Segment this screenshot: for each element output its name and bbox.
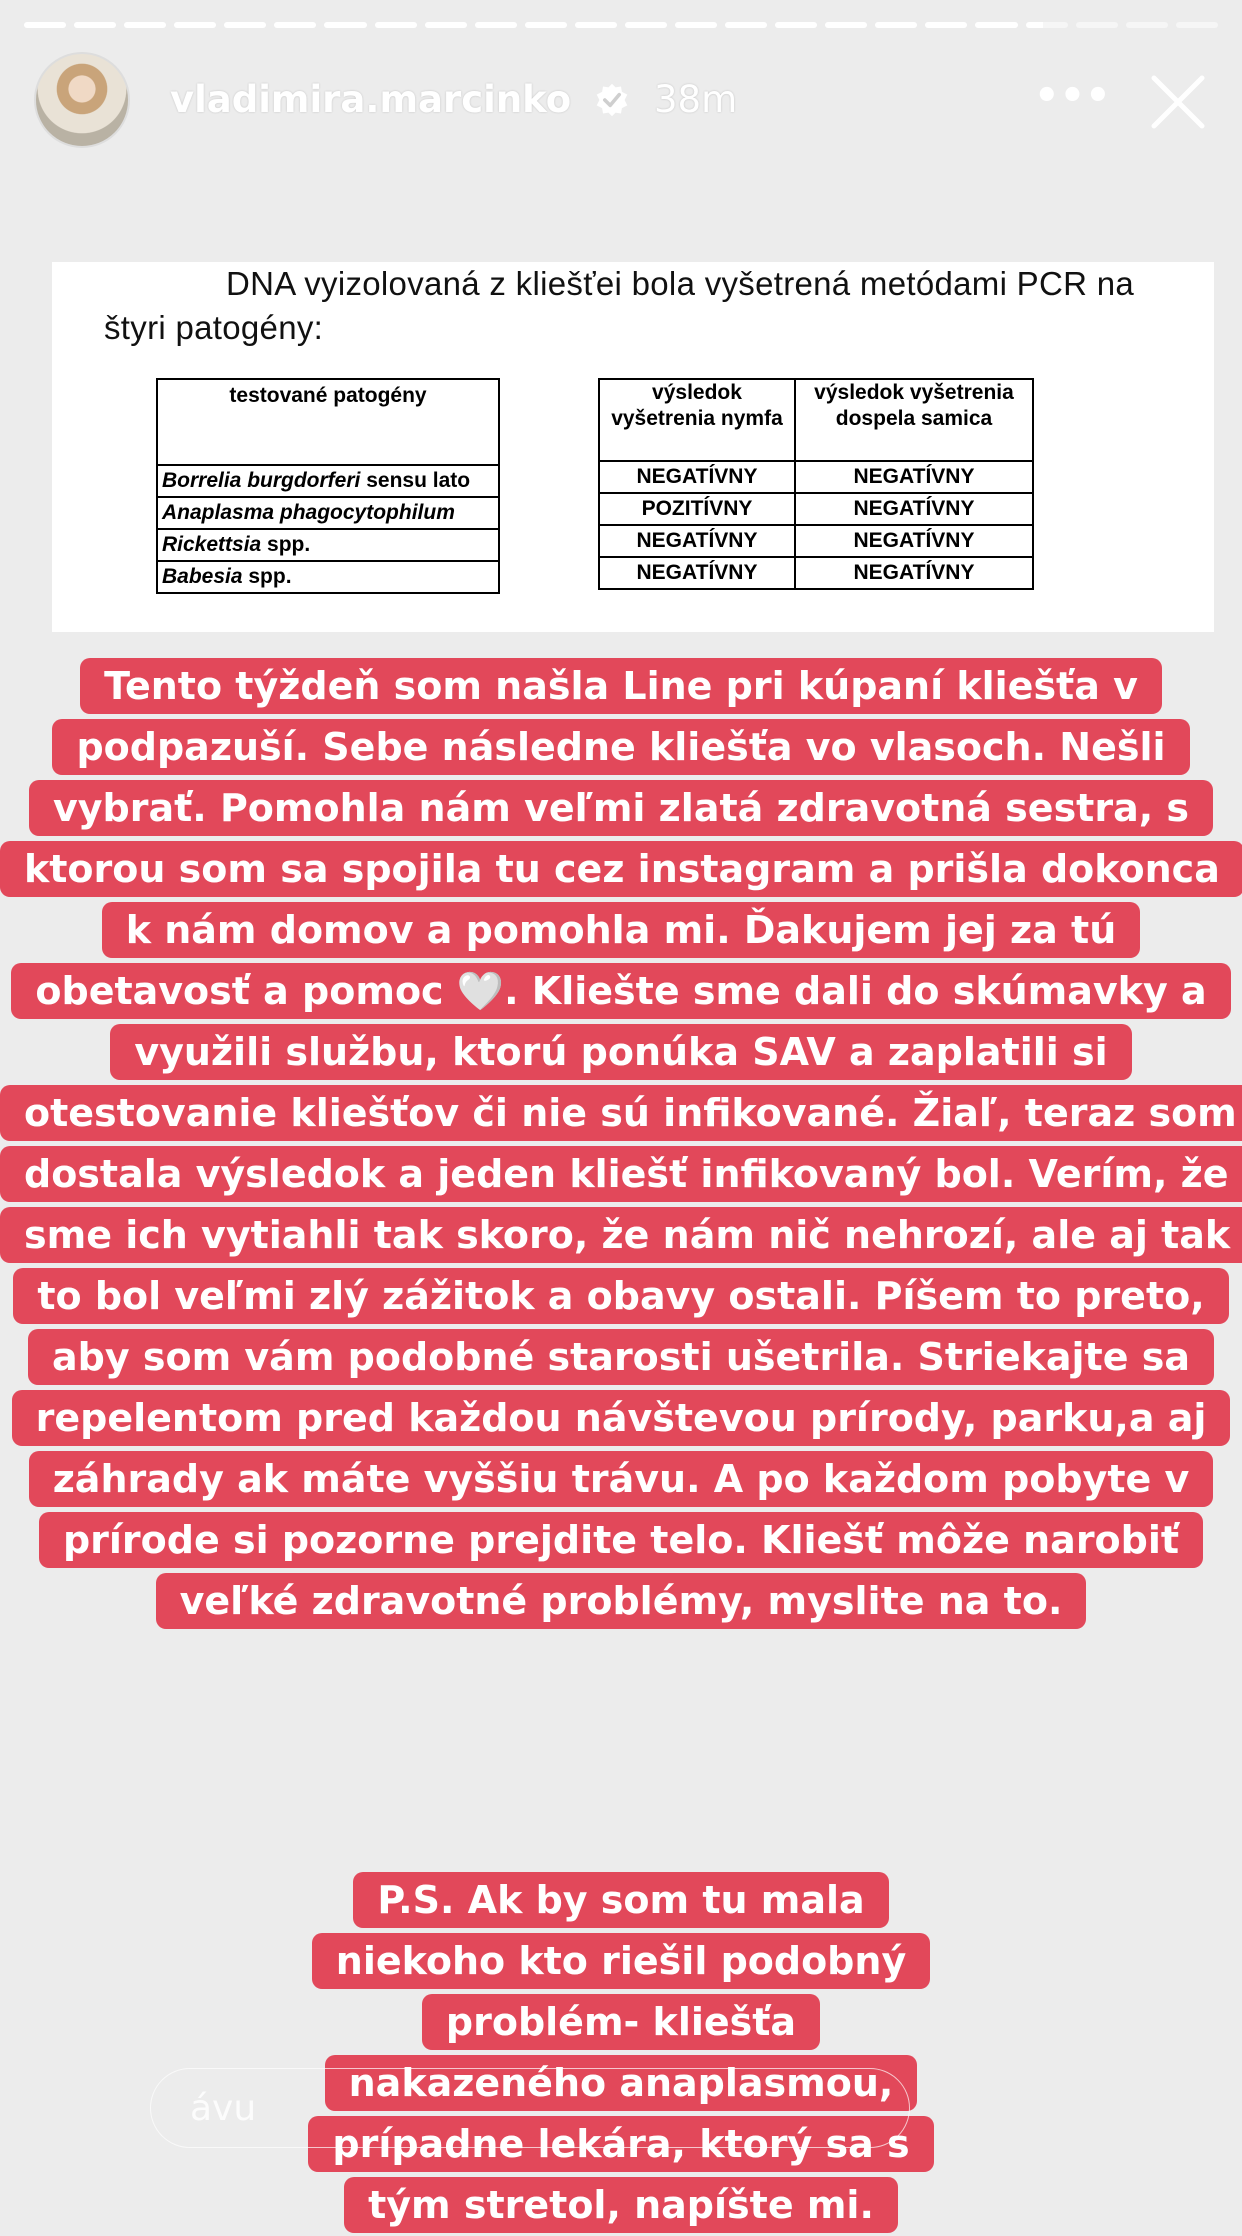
progress-segment: [575, 22, 617, 28]
table-cell: NEGATÍVNY: [795, 461, 1033, 493]
progress-segment: [975, 22, 1017, 28]
progress-segment: [1126, 22, 1168, 28]
progress-segment: [124, 22, 166, 28]
pathogen-table: [156, 378, 500, 594]
caption-ps-text: P.S. Ak by som tu mala niekoho kto riešil podobný problém- kliešťa nakazeného anaplasmou, prípadne lekára, ktorý sa s tým stretol, napíšte mi.: [308, 1872, 933, 2233]
table-row: Babesia spp.: [157, 561, 499, 593]
progress-segment: [375, 22, 417, 28]
table-row: Borrelia burgdorferi sensu lato: [157, 465, 499, 497]
progress-segment: [274, 22, 316, 28]
progress-segment: [1076, 22, 1118, 28]
progress-segment: [1176, 22, 1218, 28]
pathogen-header: testované patogény: [157, 379, 499, 465]
progress-segment: [74, 22, 116, 28]
progress-segment: [425, 22, 467, 28]
table-cell: NEGATÍVNY: [795, 557, 1033, 589]
progress-segment: [625, 22, 667, 28]
progress-segment: [875, 22, 917, 28]
story-caption-ps: [0, 1870, 1242, 2236]
table-cell: NEGATÍVNY: [599, 557, 795, 589]
progress-segment: [725, 22, 767, 28]
table-cell: NEGATÍVNY: [599, 461, 795, 493]
table-cell: POZITÍVNY: [599, 493, 795, 525]
progress-segment: [1026, 22, 1068, 28]
progress-segment: [324, 22, 366, 28]
avatar[interactable]: [34, 52, 130, 148]
adult-result-header: výsledok vyšetrenia dospela samica: [795, 379, 1033, 461]
document-title: DNA vyizolovaná z kliešťei bola vyšetrená metódami PCR na štyri patogény:: [104, 265, 1135, 346]
progress-segment: [825, 22, 867, 28]
story-header: [34, 52, 1208, 152]
progress-segment: [224, 22, 266, 28]
caption-text: Tento týždeň som našla Line pri kúpaní kliešťa v podpazuší. Sebe následne kliešťa vo vlasoch. Nešli vybrať. Pomohla nám veľmi zlatá zdravotná sestra, s ktorou som sa spojila tu cez instagram a prišla dokonca k nám domov a pomohla mi. Ďakujem jej za tú obetavosť a pomoc 🤍. Kliešte sme dali do skúmavky a využili službu, ktorú ponúka SAV a zaplatili si otestovanie kliešťov či nie sú infikované. Žiaľ, teraz som dostala výsledok a jeden kliešť infikovaný bol. Verím, že sme ich vytiahli tak skoro, že nám nič nehrozí, ale aj tak to bol veľmi zlý zážitok a obavy ostali. Píšem to preto, aby som vám podobné starosti ušetrila. Striekajte sa repelentom pred každou návštevou prírody, parku,a aj záhrady ak máte vyššiu trávu. A po každom pobyte v prírode si pozorne prejdite telo. Kliešť môže narobiť veľké zdravotné problémy, myslite na to.: [0, 658, 1242, 1629]
reply-placeholder: ávu: [190, 2088, 257, 2129]
results-table: [598, 378, 1034, 590]
more-options-icon[interactable]: •••: [1034, 73, 1111, 119]
timestamp: 38m: [654, 78, 738, 121]
story-caption-main: [0, 656, 1242, 1632]
progress-segment: [525, 22, 567, 28]
progress-segment: [675, 22, 717, 28]
verified-badge-icon: [594, 82, 630, 118]
progress-segment: [24, 22, 66, 28]
progress-segment: [775, 22, 817, 28]
reply-input[interactable]: [150, 2068, 910, 2148]
nymph-result-header: výsledok vyšetrenia nymfa: [599, 379, 795, 461]
table-row: Anaplasma phagocytophilum: [157, 497, 499, 529]
table-cell: NEGATÍVNY: [795, 525, 1033, 557]
progress-segment: [925, 22, 967, 28]
close-icon[interactable]: [1146, 70, 1210, 134]
progress-segment: [174, 22, 216, 28]
progress-segment: [475, 22, 517, 28]
table-cell: NEGATÍVNY: [795, 493, 1033, 525]
story-progress-bar: [24, 22, 1218, 28]
table-cell: NEGATÍVNY: [599, 525, 795, 557]
table-row: Rickettsia spp.: [157, 529, 499, 561]
username[interactable]: vladimira.marcinko: [170, 78, 572, 121]
